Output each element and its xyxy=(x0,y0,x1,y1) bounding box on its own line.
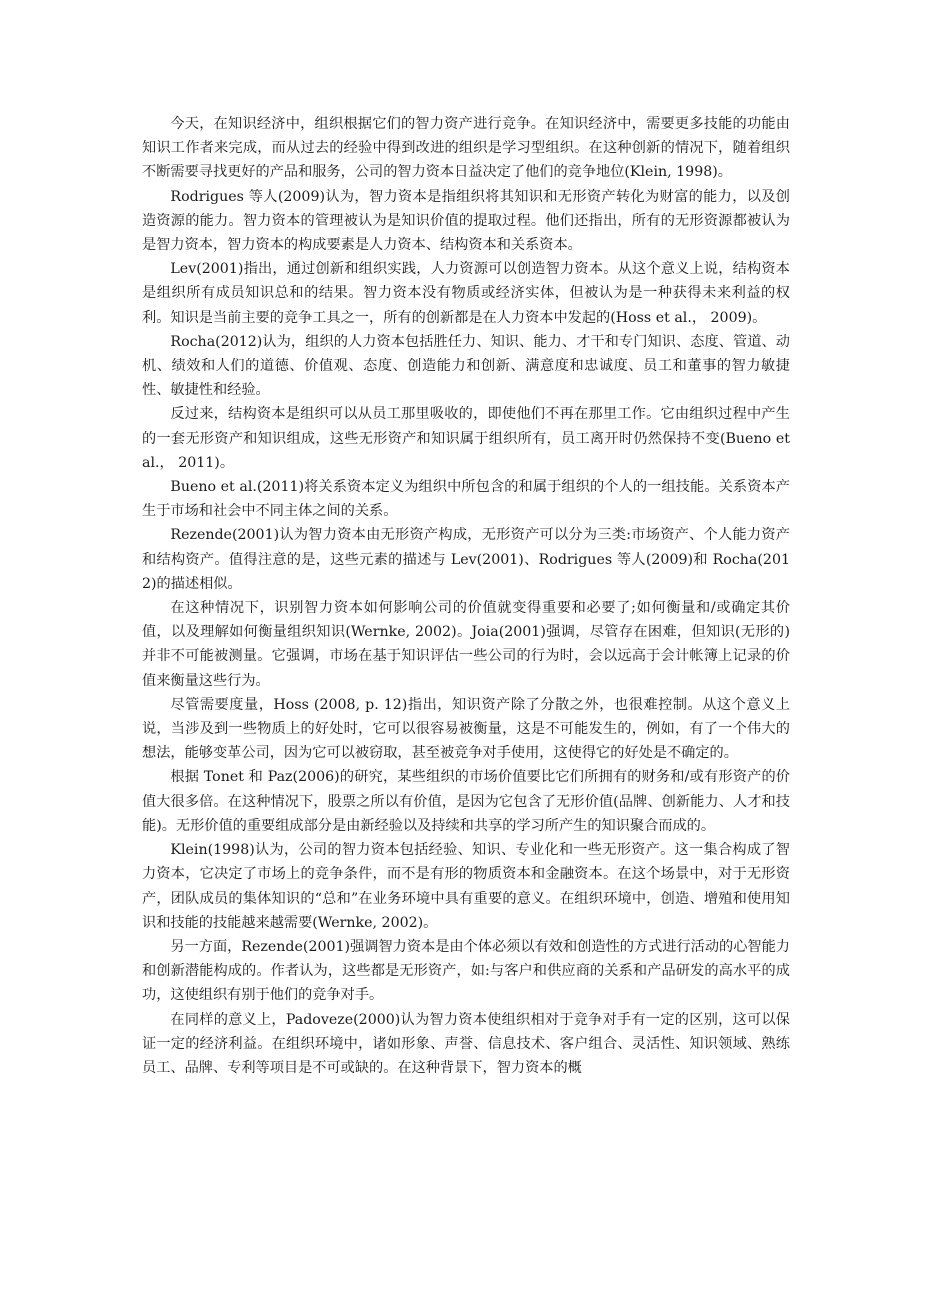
paragraph-2: Rodrigues 等人(2009)认为，智力资本是指组织将其知识和无形资产转化为财富的能力，以及创造资源的能力。智力资本的管理被认为是知识价值的提取过程。他们还指出，所有的无形资源都被认为是智力资本，智力资本的构成要素是人力资本、结构资本和关系资本。 xyxy=(142,188,790,254)
paragraph-5: 反过来，结构资本是组织可以从员工那里吸收的，即使他们不再在那里工作。它由组织过程中产生的一套无形资产和知识组成，这些无形资产和知识属于组织所有，员工离开时仍然保持不变(Bueno et al.， 2011)。 xyxy=(142,406,790,471)
paragraph-4: Rocha(2012)认为，组织的人力资本包括胜任力、知识、能力、才干和专门知识、态度、管道、动机、绩效和人们的道德、价值观、态度、创造能力和创新、满意度和忠诚度、员工和董事的智力敏捷性、敏捷性和经验。 xyxy=(142,333,790,399)
paragraph-10: 根据 Tonet 和 Paz(2006)的研究，某些组织的市场价值要比它们所拥有的财务和/或有形资产的价值大很多倍。在这种情况下，股票之所以有价值，是因为它包含了无形价值(品牌、创新能力、人才和技能)。无形价值的重要组成部分是由新经验以及持续和共享的学习所产生的知识聚合而成的。 xyxy=(142,769,790,834)
paragraph-9: 尽管需要度量，Hoss (2008, p. 12)指出，知识资产除了分散之外，也很难控制。从这个意义上说，当涉及到一些物质上的好处时，它可以很容易被衡量，这是不可能发生的，例如，有了一个伟大的想法，能够变革公司，因为它可以被窃取，甚至被竞争对手使用，这使得它的好处是不确定的。 xyxy=(142,696,790,762)
document-body xyxy=(142,112,790,1292)
paragraph-1: 今天，在知识经济中，组织根据它们的智力资产进行竞争。在知识经济中，需要更多技能的功能由知识工作者来完成，而从过去的经验中得到改进的组织是学习型组织。在这种创新的情况下，随着组织不断需要寻找更好的产品和服务，公司的智力资本日益决定了他们的竞争地位(Klein, 1998)。 xyxy=(142,116,790,181)
paragraph-11: Klein(1998)认为，公司的智力资本包括经验、知识、专业化和一些无形资产。这一集合构成了智力资本，它决定了市场上的竞争条件，而不是有形的物质资本和金融资本。在这个场景中，对于无形资产，团队成员的集体知识的“总和”在业务环境中具有重要的意义。在组织环境中，创造、增殖和使用知识和技能的技能越来越需要(Wernke, 2002)。 xyxy=(142,842,790,931)
paragraph-8: 在这种情况下，识别智力资本如何影响公司的价值就变得重要和必要了;如何衡量和/或确定其价值，以及理解如何衡量组织知识(Wernke, 2002)。Joia(2001)强调，尽管存在困难，但知识(无形的)并非不可能被测量。它强调，市场在基于知识评估一些公司的行为时，会以远高于会计帐簿上记录的价值来衡量这些行为。 xyxy=(142,600,790,689)
paragraph-13: 在同样的意义上，Padoveze(2000)认为智力资本使组织相对于竞争对手有一定的区别，这可以保证一定的经济利益。在组织环境中，诸如形象、声誉、信息技术、客户组合、灵活性、知识领域、熟练员工、品牌、专利等项目是不可或缺的。在这种背景下，智力资本的概 xyxy=(142,1011,790,1076)
paragraph-3: Lev(2001)指出，通过创新和组织实践，人力资源可以创造智力资本。从这个意义上说，结构资本是组织所有成员知识总和的结果。智力资本没有物质或经济实体，但被认为是一种获得未来利益的权利。知识是当前主要的竞争工具之一，所有的创新都是在人力资本中发起的(Hoss et al.， 2009)。 xyxy=(142,261,790,326)
paragraph-6: Bueno et al.(2011)将关系资本定义为组织中所包含的和属于组织的个人的一组技能。关系资本产生于市场和社会中不同主体之间的关系。 xyxy=(142,479,790,520)
paragraph-12: 另一方面，Rezende(2001)强调智力资本是由个体必须以有效和创造性的方式进行活动的心智能力和创新潜能构成的。作者认为，这些都是无形资产，如:与客户和供应商的关系和产品研发的高水平的成功，这使组织有别于他们的竞争对手。 xyxy=(142,938,790,1004)
paragraph-7: Rezende(2001)认为智力资本由无形资产构成，无形资产可以分为三类:市场资产、个人能力资产和结构资产。值得注意的是，这些元素的描述与 Lev(2001)、Rodrigues 等人(2009)和 Rocha(2012)的描述相似。 xyxy=(142,527,790,592)
